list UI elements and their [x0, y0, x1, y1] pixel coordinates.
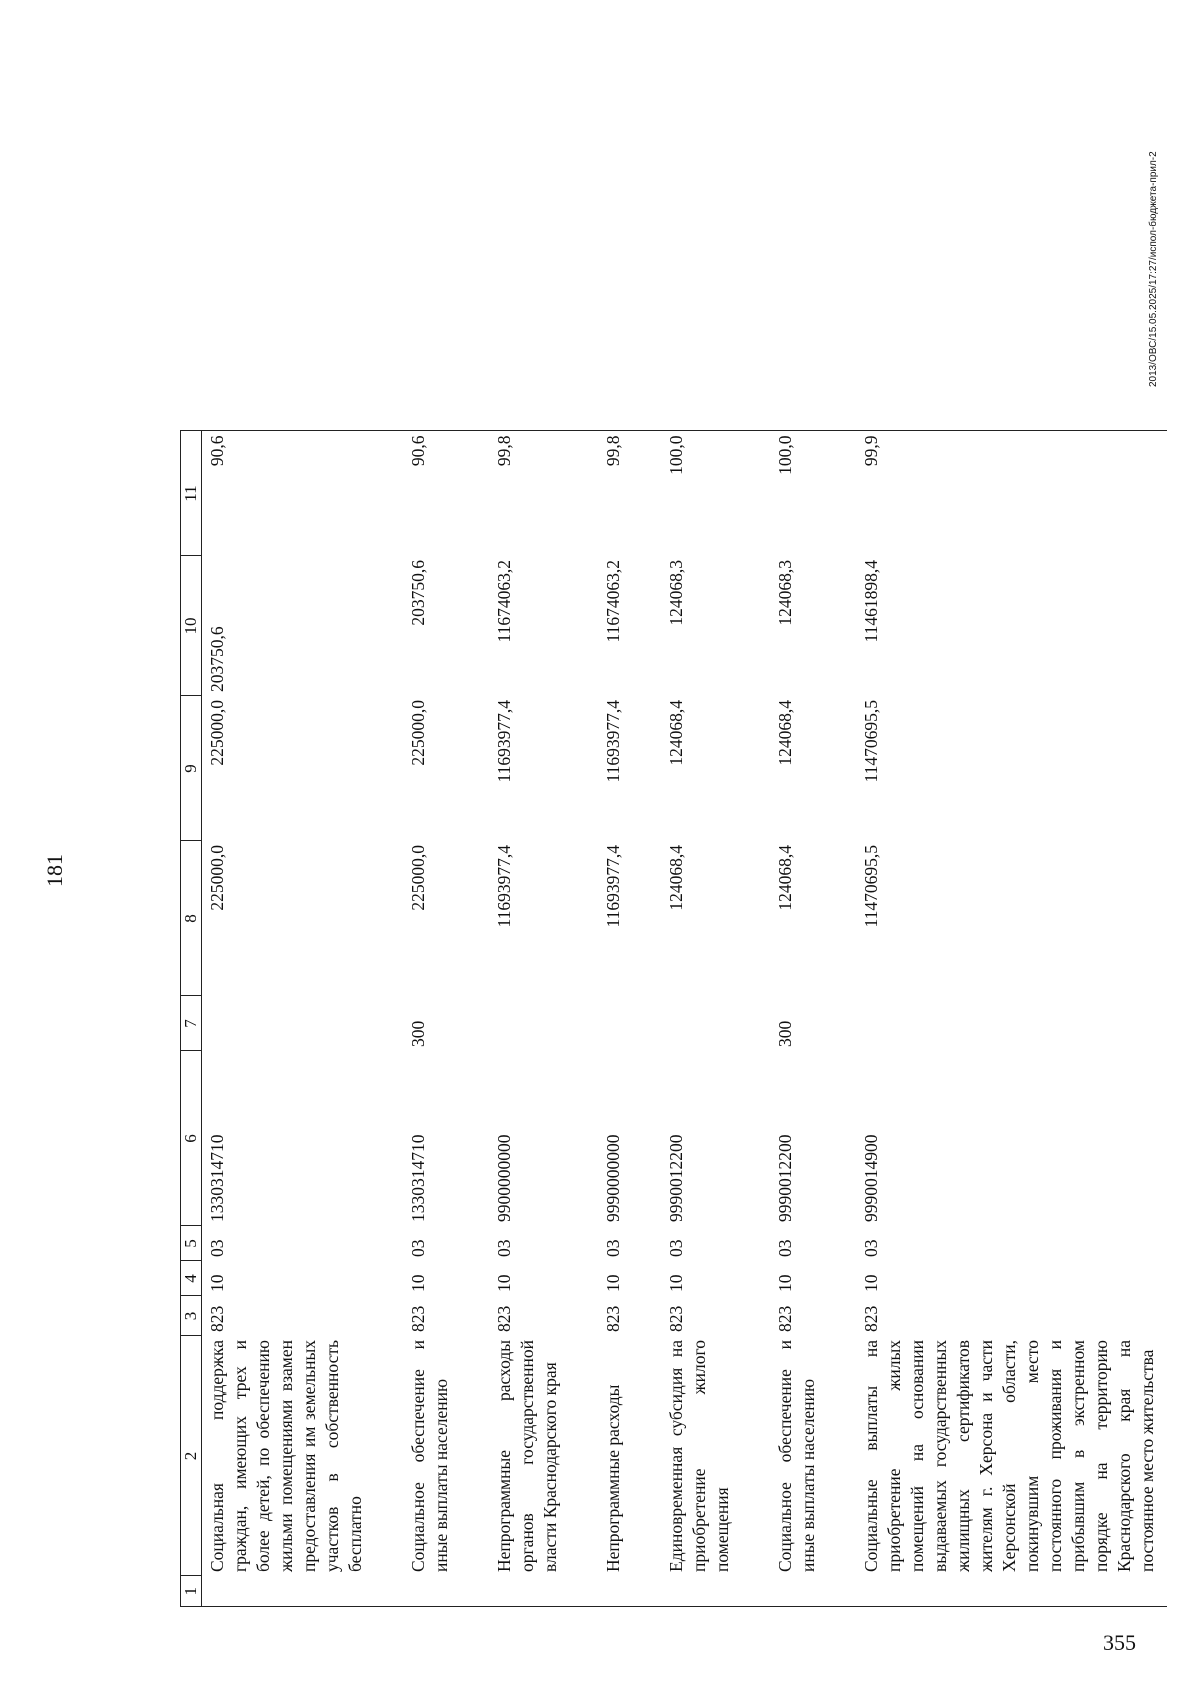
cell-description: Непрограммные расходы органов государственной власти Краснодарского края — [494, 1340, 560, 1572]
cell-c8: 225000,0 — [207, 845, 227, 911]
cell-c4: 10 — [775, 1274, 795, 1292]
cell-c1 — [598, 1576, 661, 1607]
cell-c8: 124068,4 — [666, 845, 686, 911]
cell-c5: 03 — [666, 1239, 686, 1257]
cell-c11: 99,8 — [598, 431, 661, 556]
cell-description: Социальные выплаты на приобретение жилых помещений на основании выдаваемых государственных жилищных сертификатов жителям г. Херсона и части Херсонской области, покинувшим место постоянного проживания и прибывшим в экстренном порядке на территорию Краснодарского края на постоянное место жительства — [861, 1340, 1157, 1572]
table-row — [202, 431, 404, 1607]
cell-c6: 1330314710 — [408, 1134, 428, 1222]
cell-c1 — [661, 1576, 770, 1607]
table-row — [489, 431, 598, 1607]
cell-c10: 203750,6 — [408, 560, 428, 626]
cell-c7: 300 — [408, 1020, 428, 1047]
header-cell: 4 — [181, 1261, 202, 1296]
cell-c11: 90,6 — [403, 431, 489, 556]
cell-c4: 10 — [603, 1274, 623, 1292]
cell-c9: 11693977,4 — [494, 700, 514, 783]
cell-c6: 9990000000 — [603, 1134, 623, 1222]
cell-c4: 10 — [861, 1274, 881, 1292]
cell-c5: 03 — [494, 1239, 514, 1257]
cell-c10: 11674063,2 — [603, 560, 623, 643]
cell-c5: 03 — [775, 1239, 795, 1257]
cell-c3: 823 — [494, 1305, 514, 1332]
header-cell: 11 — [181, 431, 202, 556]
cell-c6: 1330314710 — [207, 1134, 227, 1222]
cell-c5: 03 — [861, 1239, 881, 1257]
cell-c8: 124068,4 — [775, 845, 795, 911]
cell-c8: 225000,0 — [408, 845, 428, 911]
cell-c10: 124068,3 — [775, 560, 795, 626]
header-cell: 6 — [181, 1051, 202, 1226]
cell-c9: 225000,0 — [408, 700, 428, 766]
cell-c1 — [489, 1576, 598, 1607]
header-row — [181, 431, 202, 1607]
cell-c6: 9990012200 — [666, 1134, 686, 1222]
cell-c5: 03 — [207, 1239, 227, 1257]
cell-c7 — [489, 996, 598, 1051]
cell-c3: 823 — [666, 1305, 686, 1332]
table-row — [661, 431, 770, 1607]
cell-c11: 100,0 — [770, 431, 856, 556]
cell-c11: 99,8 — [489, 431, 598, 556]
cell-c9: 124068,4 — [666, 700, 686, 766]
cell-c7 — [856, 996, 1167, 1051]
header-cell: 1 — [181, 1576, 202, 1607]
header-cell: 7 — [181, 996, 202, 1051]
cell-c3: 823 — [408, 1305, 428, 1332]
cell-c4: 10 — [207, 1274, 227, 1292]
cell-c4: 10 — [666, 1274, 686, 1292]
cell-c7 — [202, 996, 404, 1051]
table-row — [403, 431, 489, 1607]
cell-c6: 9900000000 — [494, 1134, 514, 1222]
cell-c1 — [202, 1576, 404, 1607]
cell-c7 — [661, 996, 770, 1051]
cell-c3: 823 — [603, 1305, 623, 1332]
cell-c7 — [598, 996, 661, 1051]
cell-c9: 124068,4 — [775, 700, 795, 766]
cell-c6: 9990014900 — [861, 1134, 881, 1222]
cell-c9: 11693977,4 — [603, 700, 623, 783]
header-cell: 5 — [181, 1226, 202, 1261]
cell-c9: 225000,0 — [207, 700, 227, 766]
cell-description: Единовременная субсидия на приобретение жилого помещения — [666, 1340, 732, 1572]
page-number: 355 — [1103, 1630, 1136, 1655]
cell-description: Социальное обеспечение и иные выплаты населению — [408, 1340, 451, 1572]
cell-description: Непрограммные расходы — [603, 1384, 623, 1572]
budget-table — [180, 431, 1167, 1608]
table-row — [598, 431, 661, 1607]
cell-c9: 11470695,5 — [861, 700, 881, 783]
cell-c11: 99,9 — [856, 431, 1167, 556]
header-cell: 9 — [181, 696, 202, 841]
header-cell: 3 — [181, 1296, 202, 1336]
cell-c6: 9990012200 — [775, 1134, 795, 1222]
cell-c11: 90,6 — [202, 431, 404, 556]
cell-c8: 11470695,5 — [861, 845, 881, 928]
header-cell: 2 — [181, 1336, 202, 1576]
cell-c8: 11693977,4 — [603, 845, 623, 928]
cell-c4: 10 — [408, 1274, 428, 1292]
cell-c8: 11693977,4 — [494, 845, 514, 928]
cell-c3: 823 — [861, 1305, 881, 1332]
cell-description: Социальная поддержка граждан, имеющих трех и более детей, по обеспечению жильми помещениями взамен предоставления им земельных участков в собственность бесплатно — [207, 1340, 365, 1572]
cell-c1 — [770, 1576, 856, 1607]
cell-c10: 124068,3 — [666, 560, 686, 626]
footer-code: 2013/ОВС/15.05.2025/17:27/испол-бюджета-прил-2 — [1148, 151, 1159, 387]
cell-c1 — [403, 1576, 489, 1607]
header-cell: 8 — [181, 841, 202, 996]
table-row — [770, 431, 856, 1607]
sheet-number: 181 — [42, 854, 67, 887]
cell-c3: 823 — [207, 1305, 227, 1332]
cell-c5: 03 — [603, 1239, 623, 1257]
cell-c10: 11674063,2 — [494, 560, 514, 643]
cell-c11: 100,0 — [661, 431, 770, 556]
cell-c7: 300 — [775, 1020, 795, 1047]
cell-description: Социальное обеспечение и иные выплаты населению — [775, 1340, 818, 1572]
cell-c10: 203750,6 — [207, 626, 227, 692]
cell-c4: 10 — [494, 1274, 514, 1292]
cell-c3: 823 — [775, 1305, 795, 1332]
header-cell: 10 — [181, 556, 202, 696]
table-row — [856, 431, 1167, 1607]
cell-c1 — [856, 1576, 1167, 1607]
cell-c5: 03 — [408, 1239, 428, 1257]
cell-c10: 11461898,4 — [861, 560, 881, 643]
